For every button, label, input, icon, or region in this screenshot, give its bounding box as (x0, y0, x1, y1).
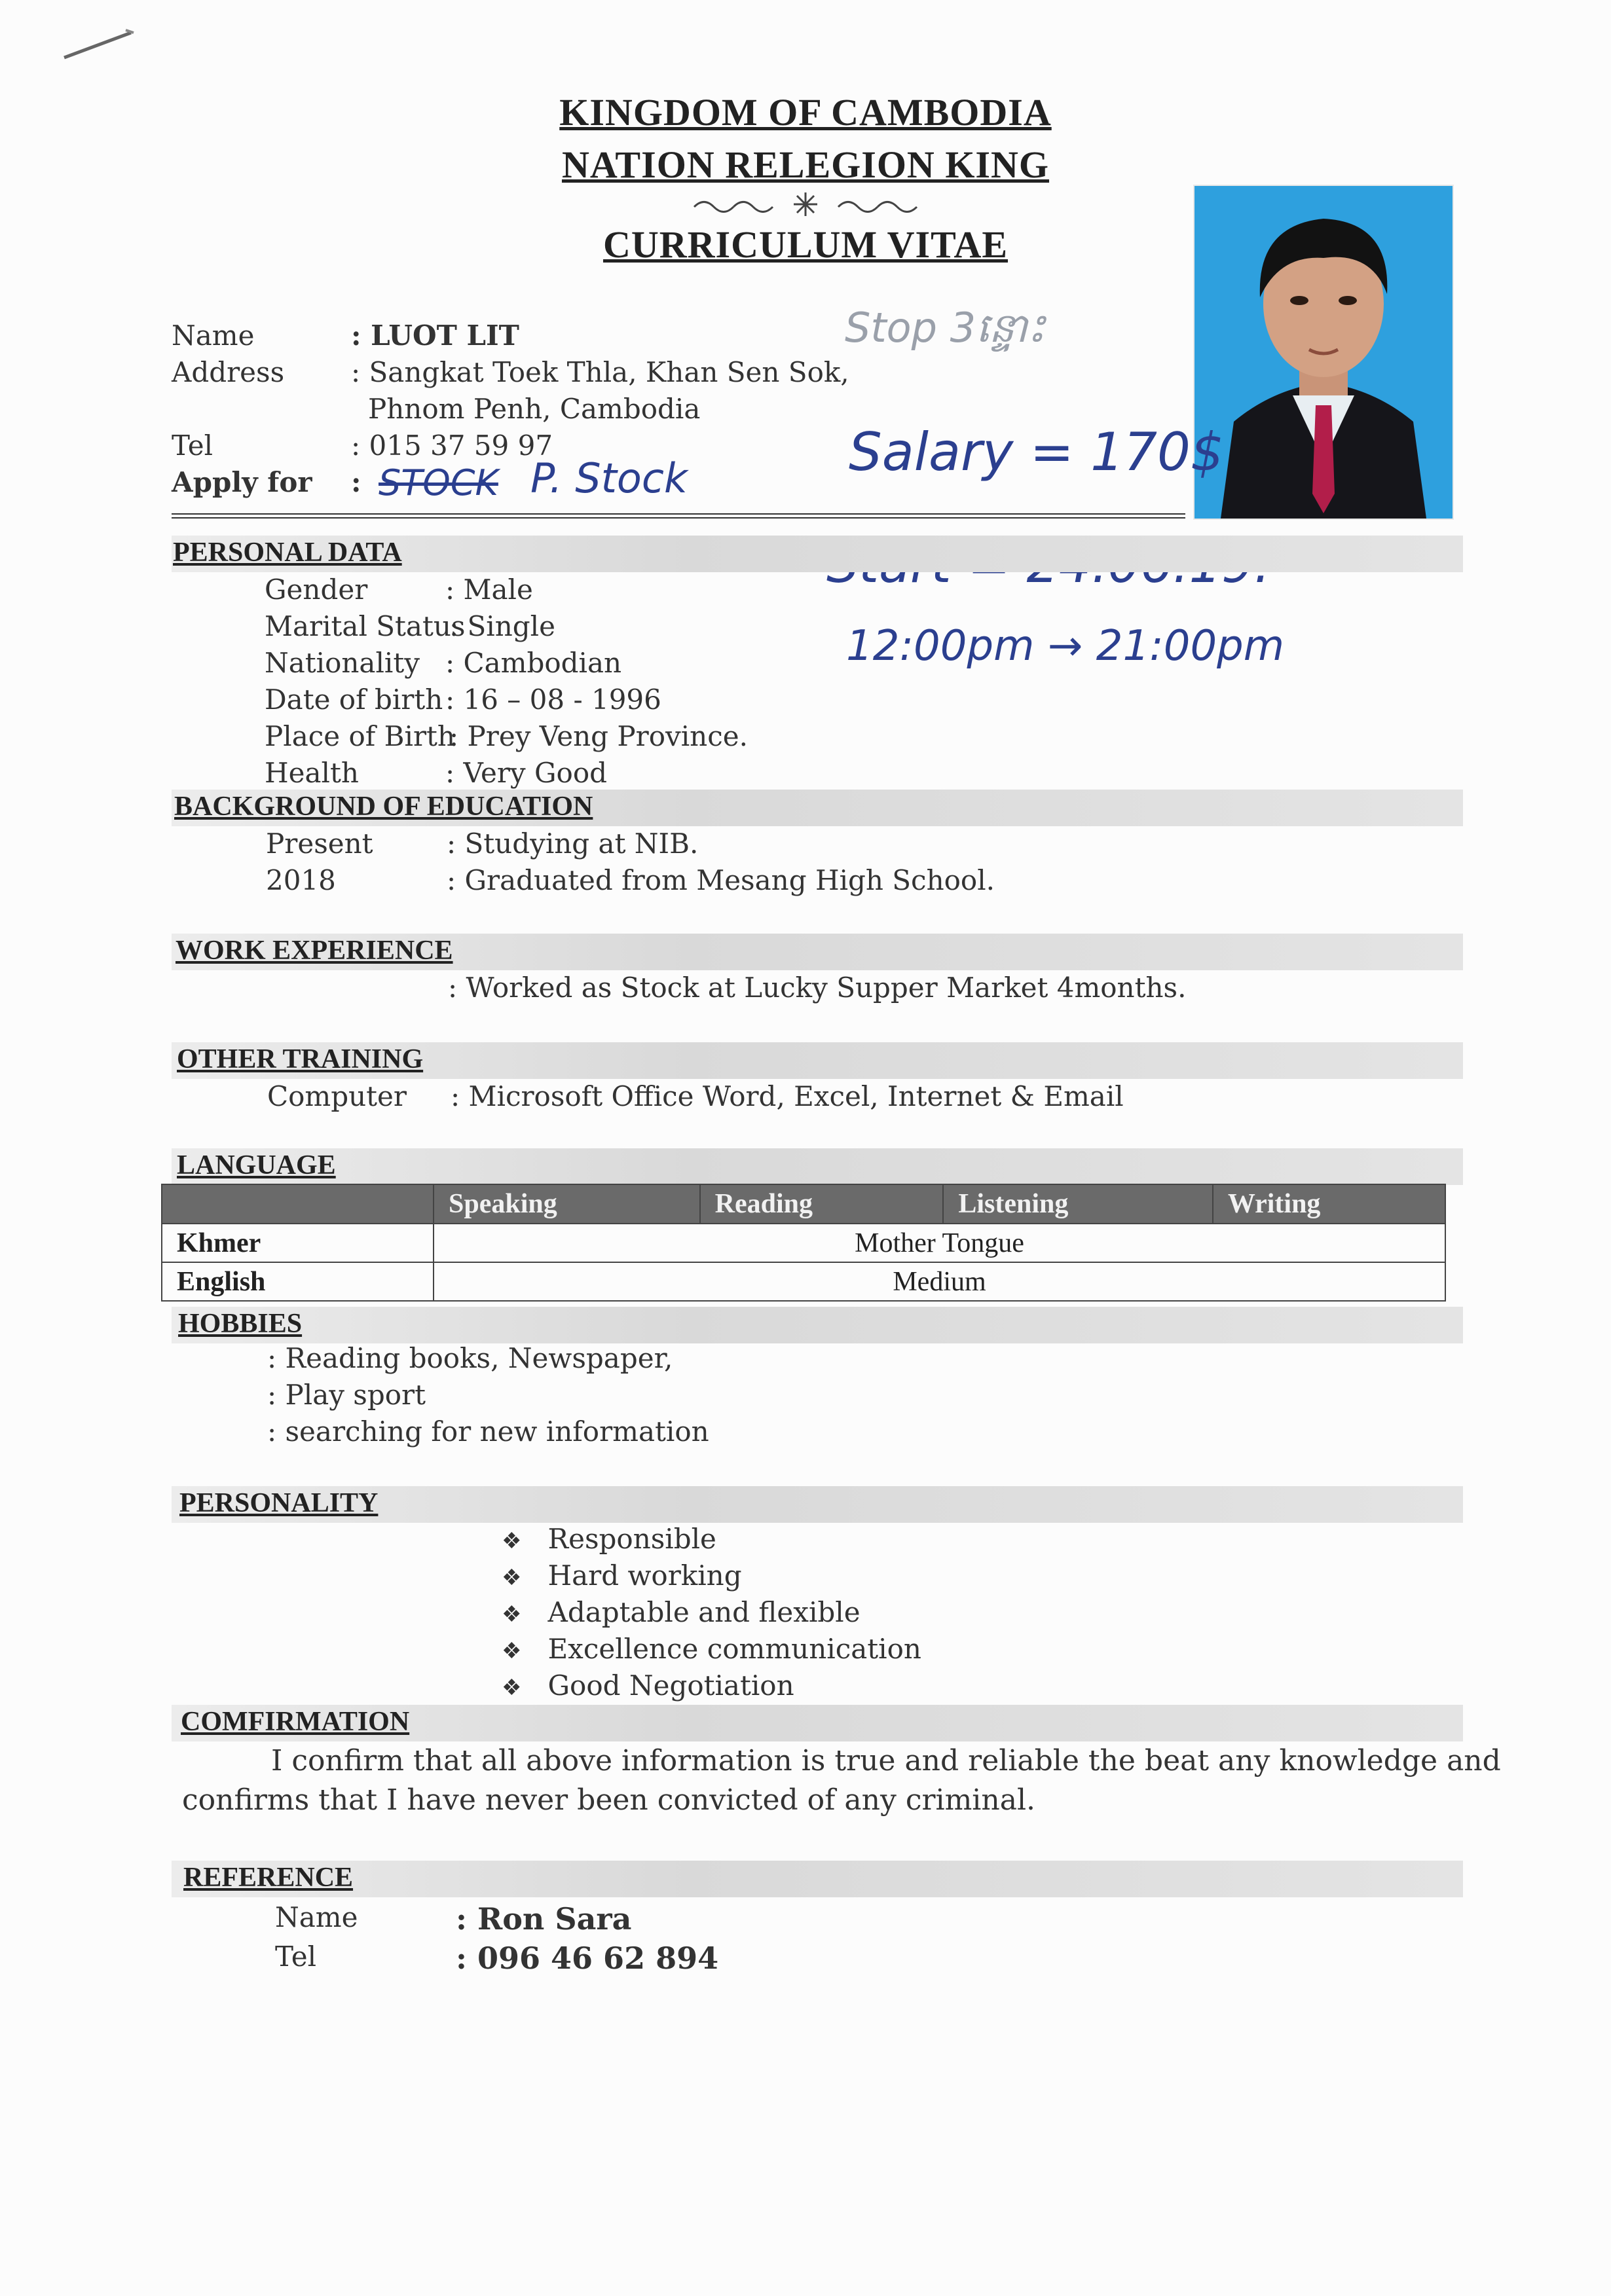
edu-2018-value: : Graduated from Mesang High School. (447, 864, 995, 896)
training-label: Computer (267, 1080, 407, 1112)
training-value: : Microsoft Office Word, Excel, Internet & Email (451, 1080, 1124, 1112)
language-bar (172, 1148, 1463, 1185)
language-level: Medium (434, 1262, 1445, 1301)
motto-title: NATION RELEGION KING (561, 143, 1050, 186)
reference-name-value: : Ron Sara (456, 1901, 632, 1937)
personality-item (502, 1669, 794, 1702)
reference-name-label: Name (275, 1901, 358, 1933)
header-listening: Listening (943, 1184, 1213, 1224)
personality-item (502, 1633, 921, 1665)
personality-text: Excellence communication (547, 1633, 921, 1665)
personality-text: Responsible (547, 1523, 716, 1555)
personality-item (502, 1559, 742, 1592)
staple-mark (60, 26, 139, 65)
tel-label: Tel (172, 429, 213, 462)
name-label: Name (172, 319, 255, 352)
dob-label: Date of birth (265, 683, 443, 716)
address-line2: Phnom Penh, Cambodia (368, 393, 701, 425)
apply-colon: : (351, 466, 361, 498)
name-value: : LUOT LIT (351, 319, 519, 352)
hobby-item: : Play sport (267, 1379, 426, 1411)
edu-2018-label: 2018 (266, 864, 336, 896)
marital-value: : Single (449, 610, 555, 642)
personality-text: Hard working (547, 1559, 742, 1592)
language-header-row (162, 1184, 1445, 1224)
language-name: English (162, 1262, 434, 1301)
apply-struck-text: STOCK (379, 462, 498, 503)
edu-present-label: Present (266, 828, 373, 860)
confirmation-line1: I confirm that all above information is true and reliable the beat any knowledge and (271, 1744, 1501, 1777)
bullet-icon: ❖ (502, 1638, 522, 1664)
language-title: LANGUAGE (177, 1150, 336, 1180)
language-header-blank (162, 1184, 434, 1224)
language-row-khmer (162, 1224, 1445, 1262)
language-table (161, 1184, 1446, 1302)
personality-title: PERSONALITY (179, 1488, 379, 1518)
dob-value: : 16 – 08 - 1996 (445, 683, 661, 716)
personality-item (502, 1523, 716, 1555)
nationality-label: Nationality (265, 647, 420, 679)
bullet-icon: ❖ (502, 1528, 522, 1554)
marital-label: Marital Status (265, 610, 466, 642)
header-speaking: Speaking (434, 1184, 700, 1224)
reference-tel-value: : 096 46 62 894 (456, 1941, 719, 1976)
health-label: Health (265, 757, 359, 789)
address-line1: : Sangkat Toek Thla, Khan Sen Sok, (351, 356, 849, 388)
pob-value: : Prey Veng Province. (449, 720, 748, 752)
nationality-value: : Cambodian (445, 647, 622, 679)
apply-label: Apply for (172, 466, 312, 498)
profile-photo (1193, 185, 1454, 520)
personality-text: Good Negotiation (547, 1669, 794, 1702)
work-value: : Worked as Stock at Lucky Supper Market 4months. (448, 972, 1187, 1004)
edu-present-value: : Studying at NIB. (447, 828, 699, 860)
address-label: Address (172, 356, 285, 388)
confirmation-title: COMFIRMATION (181, 1707, 410, 1737)
hobby-item: : Reading books, Newspaper, (267, 1342, 673, 1374)
pob-label: Place of Birth (265, 720, 455, 752)
handwritten-stop-note: Stop 3ន្ទោះ (845, 304, 1046, 352)
personality-text: Adaptable and flexible (547, 1596, 861, 1628)
health-value: : Very Good (445, 757, 607, 789)
bullet-icon: ❖ (502, 1675, 522, 1701)
header-reading: Reading (700, 1184, 944, 1224)
language-level: Mother Tongue (434, 1224, 1445, 1262)
ornament-icon (688, 187, 923, 220)
personality-item (502, 1596, 861, 1628)
tel-value: : 015 37 59 97 (351, 429, 553, 462)
gender-value: : Male (445, 574, 533, 606)
hobby-item: : searching for new information (267, 1415, 709, 1448)
handwritten-salary: Salary = 170$ (849, 422, 1224, 483)
language-name: Khmer (162, 1224, 434, 1262)
reference-tel-label: Tel (275, 1941, 317, 1973)
confirmation-line2: confirms that I have never been convicted of any criminal. (182, 1783, 1036, 1817)
work-title: WORK EXPERIENCE (176, 936, 453, 966)
bullet-icon: ❖ (502, 1565, 522, 1591)
education-title: BACKGROUND OF EDUCATION (174, 792, 593, 822)
training-title: OTHER TRAINING (177, 1044, 424, 1074)
reference-bar (172, 1861, 1463, 1897)
reference-title: REFERENCE (183, 1863, 354, 1893)
hobbies-title: HOBBIES (178, 1309, 303, 1339)
bullet-icon: ❖ (502, 1601, 522, 1628)
personal-data-title: PERSONAL DATA (173, 538, 402, 568)
hobbies-bar (172, 1307, 1463, 1343)
gender-label: Gender (265, 574, 368, 606)
cv-title: CURRICULUM VITAE (602, 223, 1009, 266)
header-writing: Writing (1213, 1184, 1445, 1224)
handwritten-hours: 12:00pm → 21:00pm (846, 622, 1285, 670)
country-title: KINGDOM OF CAMBODIA (559, 91, 1052, 134)
apply-handwritten: P. Stock (530, 454, 688, 502)
identity-divider (172, 513, 1185, 519)
language-row-english (162, 1262, 1445, 1301)
